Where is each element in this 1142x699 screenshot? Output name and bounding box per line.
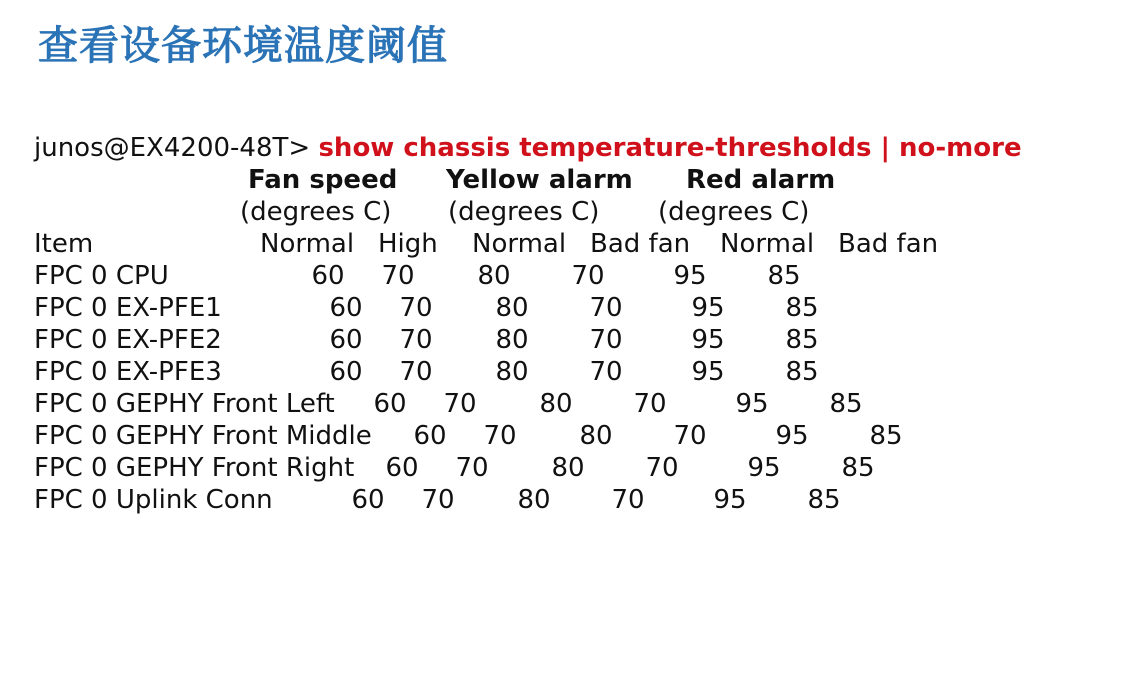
- value-red-normal: 95: [673, 261, 707, 291]
- value-yellow-bad-fan: 70: [645, 453, 679, 483]
- value-red-normal: 95: [747, 453, 781, 483]
- group-header-red-alarm: Red alarm: [686, 165, 836, 195]
- col-header-fan-normal: Normal: [260, 229, 355, 259]
- table-row: [34, 356, 1114, 388]
- value-red-bad-fan: 85: [807, 485, 841, 515]
- unit-header-row: [34, 196, 1114, 228]
- item-header: Item: [34, 229, 94, 259]
- value-fan-high: 70: [399, 325, 433, 355]
- value-yellow-bad-fan: 70: [633, 389, 667, 419]
- table-row: [34, 420, 1114, 452]
- table-row: [34, 260, 1114, 292]
- value-yellow-normal: 80: [495, 325, 529, 355]
- col-header-fan-high: High: [378, 229, 438, 259]
- value-fan-normal: 60: [351, 485, 385, 515]
- value-red-bad-fan: 85: [785, 325, 819, 355]
- value-fan-high: 70: [399, 293, 433, 323]
- row-item-label: FPC 0 EX-PFE1: [34, 293, 222, 323]
- table-row: [34, 452, 1114, 484]
- value-yellow-normal: 80: [495, 357, 529, 387]
- unit-header-fan-speed: (degrees C): [240, 197, 392, 227]
- col-header-yellow-normal: Normal: [472, 229, 567, 259]
- unit-header-red-alarm: (degrees C): [658, 197, 810, 227]
- table-row: [34, 324, 1114, 356]
- col-header-red-bad-fan: Bad fan: [838, 229, 939, 259]
- value-red-normal: 95: [691, 357, 725, 387]
- value-red-bad-fan: 85: [767, 261, 801, 291]
- row-item-label: FPC 0 Uplink Conn: [34, 485, 273, 515]
- row-item-label: FPC 0 GEPHY Front Right: [34, 453, 355, 483]
- value-red-bad-fan: 85: [785, 357, 819, 387]
- row-item-label: FPC 0 CPU: [34, 261, 169, 291]
- slide-title: 查看设备环境温度阈值: [38, 23, 448, 69]
- row-item-label: FPC 0 EX-PFE2: [34, 325, 222, 355]
- value-red-normal: 95: [691, 293, 725, 323]
- table-row: [34, 292, 1114, 324]
- group-header-fan-speed: Fan speed: [248, 165, 398, 195]
- col-header-yellow-bad-fan: Bad fan: [590, 229, 691, 259]
- unit-header-yellow-alarm: (degrees C): [448, 197, 600, 227]
- prompt: junos@EX4200-48T>: [34, 133, 311, 163]
- value-red-bad-fan: 85: [829, 389, 863, 419]
- row-item-label: FPC 0 EX-PFE3: [34, 357, 222, 387]
- value-yellow-bad-fan: 70: [589, 325, 623, 355]
- value-fan-normal: 60: [329, 293, 363, 323]
- value-red-bad-fan: 85: [785, 293, 819, 323]
- col-header-red-normal: Normal: [720, 229, 815, 259]
- value-yellow-normal: 80: [477, 261, 511, 291]
- value-fan-normal: 60: [413, 421, 447, 451]
- value-fan-high: 70: [399, 357, 433, 387]
- group-header-row: [34, 164, 1114, 196]
- value-fan-normal: 60: [329, 325, 363, 355]
- value-fan-high: 70: [443, 389, 477, 419]
- value-fan-normal: 60: [373, 389, 407, 419]
- value-red-normal: 95: [691, 325, 725, 355]
- value-fan-high: 70: [483, 421, 517, 451]
- value-yellow-bad-fan: 70: [571, 261, 605, 291]
- value-fan-high: 70: [455, 453, 489, 483]
- row-item-label: FPC 0 GEPHY Front Left: [34, 389, 335, 419]
- value-yellow-normal: 80: [539, 389, 573, 419]
- value-yellow-normal: 80: [579, 421, 613, 451]
- table-row: [34, 388, 1114, 420]
- column-header-row: [34, 228, 1114, 260]
- command-text: show chassis temperature-thresholds | no-more: [318, 133, 1022, 163]
- value-yellow-bad-fan: 70: [589, 293, 623, 323]
- terminal-output: [34, 132, 1114, 516]
- value-fan-normal: 60: [385, 453, 419, 483]
- threshold-rows: [34, 260, 1114, 516]
- value-red-bad-fan: 85: [841, 453, 875, 483]
- value-yellow-normal: 80: [517, 485, 551, 515]
- value-yellow-bad-fan: 70: [673, 421, 707, 451]
- command-line: [34, 132, 1114, 164]
- value-red-normal: 95: [775, 421, 809, 451]
- value-fan-normal: 60: [311, 261, 345, 291]
- value-fan-high: 70: [421, 485, 455, 515]
- value-yellow-normal: 80: [551, 453, 585, 483]
- value-yellow-bad-fan: 70: [589, 357, 623, 387]
- value-fan-normal: 60: [329, 357, 363, 387]
- value-yellow-normal: 80: [495, 293, 529, 323]
- value-red-bad-fan: 85: [869, 421, 903, 451]
- value-red-normal: 95: [713, 485, 747, 515]
- row-item-label: FPC 0 GEPHY Front Middle: [34, 421, 372, 451]
- value-fan-high: 70: [381, 261, 415, 291]
- value-yellow-bad-fan: 70: [611, 485, 645, 515]
- group-header-yellow-alarm: Yellow alarm: [446, 165, 633, 195]
- value-red-normal: 95: [735, 389, 769, 419]
- table-row: [34, 484, 1114, 516]
